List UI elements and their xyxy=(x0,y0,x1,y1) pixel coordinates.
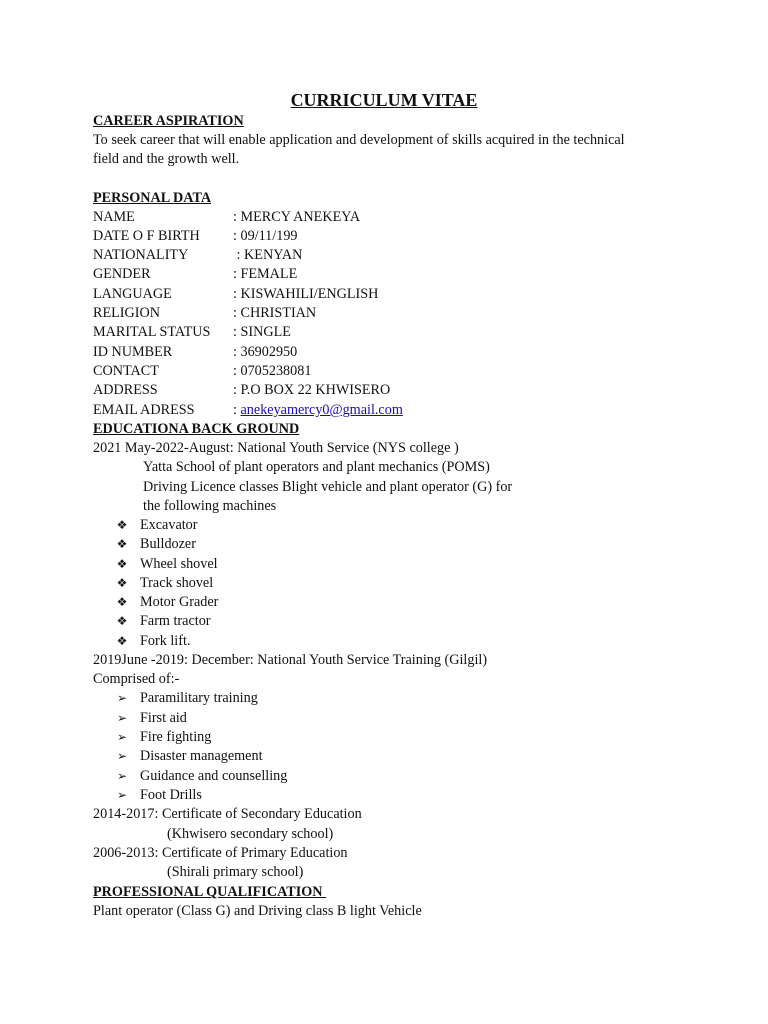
arrow-bullet-icon: ➢ xyxy=(116,691,128,705)
arrow-bullet-icon: ➢ xyxy=(116,730,128,744)
row-label: LANGUAGE xyxy=(93,286,172,302)
row-value: : KISWAHILI/ENGLISH xyxy=(233,286,379,302)
secondary-school-name: (Khwisero secondary school) xyxy=(167,826,334,842)
row-label: NATIONALITY xyxy=(93,247,189,263)
personal-row-id-number xyxy=(93,343,297,362)
email-link[interactable]: anekeyamercy0@gmail.com xyxy=(240,402,403,418)
nys-college-school: Yatta School of plant operators and plant mechanics (POMS) xyxy=(143,459,490,475)
row-value: : P.O BOX 22 KHWISERO xyxy=(233,382,391,398)
diamond-bullet-icon: ❖ xyxy=(116,576,128,590)
arrow-bullet-icon: ➢ xyxy=(116,769,128,783)
cv-page: CURRICULUM VITAE CAREER ASPIRATION To seek career that will enable application and development of skills acquired in the technical field and the growth well. PERSONAL DATA NAME : MERCY ANEKEYA DATE O F BIRTH : 09/11/199 NATIONALITY : KENYAN GENDER : FEMALE LANGUAGE : KISWAHILI/ENGLISH RELIGION : CHRISTIAN MARITAL STATUS : SINGLE ID NUMBER : 36902950 CONTACT : 0705238081 ADDRESS : P.O BOX 22 KHWISERO EMAIL ADRESS : anekeyamercy0@gmail.com EDUCATIONA BACK GROUND 2021 May-2022-August: National Youth Service (NYS college ) Yatta School of plant operators and plant mechanics (POMS) Driving Licence classes Blight vehicle and plant operator (G) for the following machines ❖ Excavator ❖ Bulldozer ❖ Wheel shovel ❖ Track shovel ❖ Motor Grader ❖ Farm tractor ❖ Fork lift. 2019June -2019: December: National Youth Service Training (Gilgil) Comprised of:- ➢ Paramilitary training ➢ First aid ➢ Fire fighting ➢ Disaster management ➢ Guidance and counselling ➢ Foot Drills 2014-2017: Certificate of Secondary Education (Khwisero secondary school) 2006-2013: Certificate of Primary Education (Shirali primary school) PROFESSIONAL QUALIFICATION Plant operator (Class G) and Driving class B light Vehicle xyxy=(0,0,768,1024)
nys-college-machines-intro: the following machines xyxy=(143,498,277,514)
personal-row-dob xyxy=(93,227,298,246)
arrow-bullet-icon: ➢ xyxy=(116,749,128,763)
row-value: : 36902950 xyxy=(233,344,298,360)
row-label: GENDER xyxy=(93,266,151,282)
personal-row-gender xyxy=(93,265,297,284)
diamond-bullet-icon: ❖ xyxy=(116,634,128,648)
row-value: : FEMALE xyxy=(233,266,298,282)
row-value: : SINGLE xyxy=(233,324,291,340)
nys-college-licence: Driving Licence classes Blight vehicle and plant operator (G) for xyxy=(143,479,513,495)
professional-qualification-text: Plant operator (Class G) and Driving class B light Vehicle xyxy=(93,903,422,919)
education-heading: EDUCATIONA BACK GROUND xyxy=(93,421,300,437)
row-value: : CHRISTIAN xyxy=(233,305,317,321)
row-value: : MERCY ANEKEYA xyxy=(233,209,361,225)
row-value: : xyxy=(233,402,241,418)
secondary-education-line: 2014-2017: Certificate of Secondary Education xyxy=(93,806,362,822)
nys-college-line: 2021 May-2022-August: National Youth Service (NYS college ) xyxy=(93,440,459,456)
arrow-bullet-icon: ➢ xyxy=(116,788,128,802)
personal-row-contact xyxy=(93,362,311,381)
diamond-bullet-icon: ❖ xyxy=(116,518,128,532)
personal-row-email xyxy=(93,401,403,420)
row-label: MARITAL STATUS xyxy=(93,324,211,340)
row-label: ADDRESS xyxy=(93,382,158,398)
career-aspiration-text-line1: To seek career that will enable application and development of skills acquired in the technical xyxy=(93,132,625,148)
primary-education-line: 2006-2013: Certificate of Primary Education xyxy=(93,845,348,861)
arrow-bullet-icon: ➢ xyxy=(116,711,128,725)
row-label: RELIGION xyxy=(93,305,160,321)
document-title: CURRICULUM VITAE xyxy=(290,90,478,110)
personal-row-address xyxy=(93,381,390,400)
personal-row-nationality xyxy=(93,246,302,265)
diamond-bullet-icon: ❖ xyxy=(116,595,128,609)
primary-school-name: (Shirali primary school) xyxy=(167,864,304,880)
row-value: : 0705238081 xyxy=(233,363,312,379)
diamond-bullet-icon: ❖ xyxy=(116,614,128,628)
nys-training-comprised: Comprised of:- xyxy=(93,671,180,687)
personal-data-heading: PERSONAL DATA xyxy=(93,190,212,206)
personal-row-religion xyxy=(93,304,316,323)
row-label: CONTACT xyxy=(93,363,159,379)
diamond-bullet-icon: ❖ xyxy=(116,557,128,571)
row-value: : KENYAN xyxy=(233,247,303,263)
professional-qualification-heading: PROFESSIONAL QUALIFICATION xyxy=(93,884,327,900)
row-value: : 09/11/199 xyxy=(233,228,298,244)
career-aspiration-text-line2: field and the growth well. xyxy=(93,151,240,167)
diamond-bullet-icon: ❖ xyxy=(116,537,128,551)
nys-training-line: 2019June -2019: December: National Youth Service Training (Gilgil) xyxy=(93,652,488,668)
career-aspiration-heading: CAREER ASPIRATION xyxy=(93,113,244,129)
personal-row-language xyxy=(93,285,378,304)
row-label: DATE O F BIRTH xyxy=(93,228,200,244)
row-label: ID NUMBER xyxy=(93,344,173,360)
row-label: NAME xyxy=(93,209,135,225)
personal-row-marital-status xyxy=(93,323,291,342)
row-label: EMAIL ADRESS xyxy=(93,402,195,418)
personal-row-name xyxy=(93,208,360,227)
